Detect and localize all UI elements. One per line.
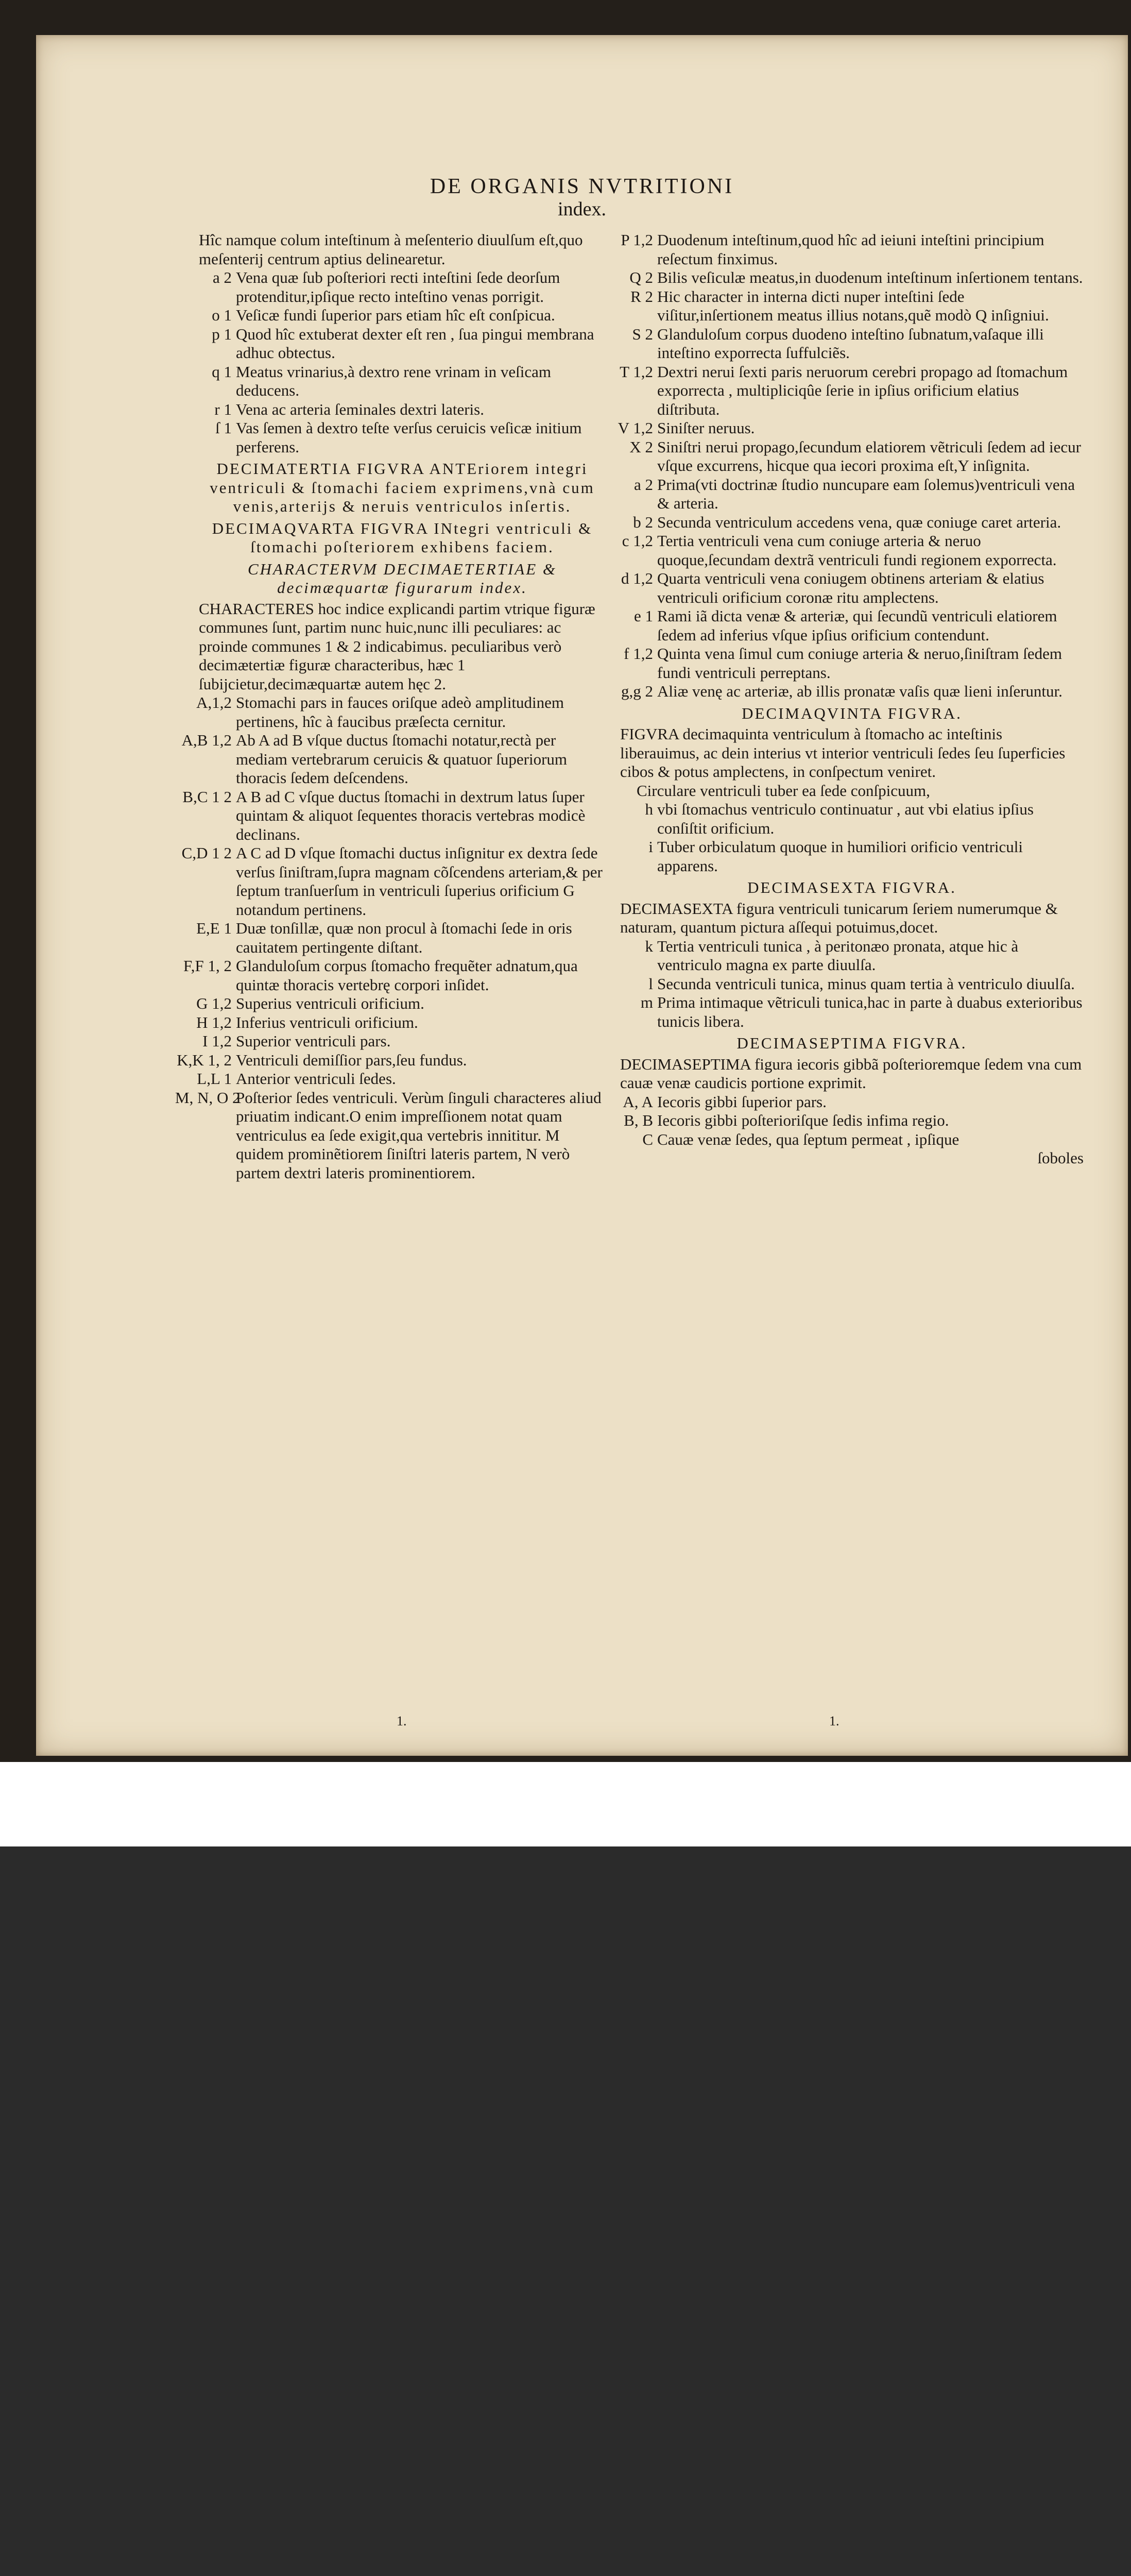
paragraph: Circulare ventriculi tuber ea ſede conſpicuum, bbox=[637, 781, 930, 800]
index-entry bbox=[620, 838, 1084, 875]
section-heading: DECIMASEPTIMA FIGVRA. bbox=[736, 1034, 967, 1052]
entry-text: Tertia ventriculi tunica , à peritonæo pronata, atque hic à ventriculo magna ex parte diuulſa. bbox=[657, 937, 1019, 974]
index-entry bbox=[175, 1088, 606, 1183]
index-entry bbox=[199, 400, 606, 419]
entry-key: ſ 1 bbox=[215, 419, 232, 437]
index-entry bbox=[620, 513, 1084, 532]
index-entry bbox=[620, 1093, 1084, 1112]
entry-key: k bbox=[645, 937, 653, 955]
index-entry bbox=[620, 682, 1084, 701]
entry-key: I 1,2 bbox=[202, 1032, 232, 1050]
book-page bbox=[36, 35, 1128, 1756]
index-entry bbox=[620, 993, 1084, 1031]
page-number-right: 1. bbox=[829, 1714, 839, 1728]
entry-text: Tuber orbiculatum quoque in humiliori orificio ventriculi apparens. bbox=[657, 838, 1023, 875]
italic-heading: CHARACTERVM DECIMAETERTIAE & decimæquartæ figurarum index. bbox=[247, 560, 557, 597]
entry-text: Siniſtri nerui propago,ſecundum elatiorem vẽtriculi ſedem ad iecur vſque excurrens, hicque qua iecori proxima eſt,Y inſignita. bbox=[657, 437, 1081, 474]
entry-text: A C ad D vſque ſtomachi ductus inſignitur ex dextra ſede verſus ſiniſtram,ſupra magnam cõſcendens arteriam,& per ſeptum tranſuerſum in ventriculi ſuperius orificium G notandum pertinens. bbox=[236, 844, 603, 919]
entry-key: A,1,2 bbox=[196, 693, 232, 711]
section-heading: DECIMATERTIA FIGVRA ANTEriorem integri ventriculi & ſtomachi faciem exprimens,vnà cum venis,arterijs & neruis ventriculos inſertis. bbox=[210, 460, 595, 515]
entry-key: E,E 1 bbox=[196, 919, 232, 937]
entry-text: Superius ventriculi orificium. bbox=[236, 994, 424, 1012]
entry-key: g,g 2 bbox=[621, 682, 653, 700]
entry-text: Bilis veſiculæ meatus,in duodenum inteſtinum inſertionem tentans. bbox=[657, 268, 1083, 286]
entry-key: f 1,2 bbox=[624, 645, 653, 663]
index-entry bbox=[620, 975, 1084, 994]
entry-text: Stomachi pars in fauces oriſque adeò amplitudinem pertinens, hîc à faucibus præſecta cernitur. bbox=[236, 693, 564, 731]
entry-text: Anterior ventriculi ſedes. bbox=[236, 1070, 396, 1088]
entry-text: Glanduloſum corpus ſtomacho frequẽter adnatum,qua quintæ thoracis vertebrę corpori inſidet. bbox=[236, 957, 578, 994]
entry-key: K,K 1, 2 bbox=[177, 1050, 232, 1069]
paragraph: CHARACTERES hoc indice explicandi partim vtrique figuræ communes ſunt, partim nunc huic,nunc illi peculiares: ac proinde communes 1 & 2 indicabimus. peculiaribus verò decimætertiæ figuræ characteribus, hæc 1 ſubijcietur,decimæquartæ autem hęc 2. bbox=[199, 599, 595, 693]
index-entry bbox=[620, 287, 1084, 325]
index-entry bbox=[181, 731, 606, 788]
right-column bbox=[620, 231, 1084, 1168]
entry-text: Iecoris gibbi poſterioriſque ſedis infima regio. bbox=[657, 1111, 949, 1129]
index-entry bbox=[620, 532, 1084, 569]
index-entry bbox=[196, 1013, 606, 1032]
paragraph: FIGVRA decimaquinta ventriculum à ſtomacho ac inteſtinis liberauimus, ac dein interius vt interior ventriculi ſedes ſeu ſuperficies cibos & potus amplectens, in conſpectum veniret. bbox=[620, 725, 1066, 781]
entry-text: Inferius ventriculi orificium. bbox=[236, 1013, 418, 1031]
entry-key: p 1 bbox=[212, 325, 232, 343]
entry-text: Duæ tonſillæ, quæ non procul à ſtomachi ſede in oris cauitatem pertingente diſtant. bbox=[236, 919, 572, 956]
entry-key: e 1 bbox=[633, 607, 653, 625]
entry-text: Meatus vrinarius,à dextro rene vrinam in veſicam deducens. bbox=[236, 362, 552, 399]
page-subtitle: index. bbox=[558, 198, 606, 220]
index-entry bbox=[620, 645, 1084, 682]
entry-text: Duodenum inteſtinum,quod hîc ad ieiuni inteſtini principium reſectum finximus. bbox=[657, 231, 1044, 268]
entry-text: Tertia ventriculi vena cum coniuge arteria & neruo quoque,ſecundam dextrã ventriculi fundi regionem exporrecta. bbox=[657, 532, 1057, 569]
paragraph: DECIMASEPTIMA figura iecoris gibbã poſterioremque ſedem vna cum cauæ venæ caudicis portione exprimit. bbox=[620, 1055, 1082, 1092]
index-entry bbox=[620, 569, 1084, 607]
entry-key: V 1,2 bbox=[618, 419, 653, 437]
entry-text: Prima intimaque vẽtriculi tunica,hac in parte à duabus exterioribus tunicis libera. bbox=[657, 993, 1083, 1030]
index-entry bbox=[199, 268, 606, 306]
entry-key: i bbox=[648, 838, 653, 856]
paragraph: Hîc namque colum inteſtinum à meſenterio diuulſum eſt,quo meſenterij centrum aptius delinearetur. bbox=[199, 231, 583, 268]
index-entry bbox=[620, 325, 1084, 363]
index-entry bbox=[620, 268, 1084, 287]
entry-key: L,L 1 bbox=[197, 1070, 232, 1088]
entry-key: c 1,2 bbox=[622, 532, 653, 550]
viewer-footer bbox=[0, 1762, 1131, 1846]
entry-text: vbi ſtomachus ventriculo continuatur , aut vbi elatius ipſius conſiſtit orificium. bbox=[657, 800, 1034, 837]
index-entry bbox=[620, 607, 1084, 645]
entry-text: Siniſter neruus. bbox=[657, 419, 755, 437]
entry-text: Vena ac arteria ſeminales dextri lateris. bbox=[236, 400, 484, 418]
entry-text: Secunda ventriculum accedens vena, quæ coniuge caret arteria. bbox=[657, 513, 1061, 531]
index-entry bbox=[196, 994, 606, 1013]
entry-text: Glanduloſum corpus duodeno inteſtino ſubnatum,vaſaque illi inteſtino exporrecta ſuffulciẽs. bbox=[657, 325, 1044, 362]
index-entry bbox=[620, 438, 1084, 476]
entry-key: a 2 bbox=[212, 268, 232, 286]
entry-text: Vas ſemen à dextro teſte verſus ceruicis veſicæ initium perferens. bbox=[236, 419, 582, 456]
index-entry bbox=[183, 957, 606, 994]
index-entry bbox=[199, 1032, 606, 1051]
index-entry bbox=[182, 787, 606, 844]
entry-key: X 2 bbox=[629, 437, 653, 456]
entry-key: o 1 bbox=[212, 306, 232, 324]
entry-text: Cauæ venæ ſedes, qua ſeptum permeat , ipſique bbox=[657, 1130, 959, 1148]
entry-text: Vena quæ ſub poſteriori recti inteſtini ſede deorſum protenditur,ipſique recto inteſtino venas porrigit. bbox=[236, 268, 560, 306]
entry-text: Superior ventriculi pars. bbox=[236, 1032, 391, 1050]
entry-key: M, N, O 2 bbox=[175, 1088, 241, 1107]
left-column bbox=[175, 231, 606, 1182]
index-entry bbox=[199, 419, 606, 456]
entry-key: C,D 1 2 bbox=[181, 844, 232, 862]
entry-text: Veſicæ fundi ſuperior pars etiam hîc eſt conſpicua. bbox=[236, 306, 555, 324]
entry-text: Ventriculi demiſſior pars,ſeu fundus. bbox=[236, 1050, 467, 1069]
index-entry bbox=[620, 1111, 1084, 1130]
entry-key: A, A bbox=[623, 1092, 653, 1111]
entry-key: b 2 bbox=[633, 513, 653, 531]
index-entry bbox=[620, 937, 1084, 975]
entry-text: Dextri nerui ſexti paris neruorum cerebri propago ad ſtomachum exporrecta , multipliciqûe ſerie in ipſius orificium elatius diſtributa. bbox=[657, 362, 1068, 418]
entry-key: Q 2 bbox=[629, 268, 653, 286]
entry-text: Hic character in interna dicti nuper inteſtini ſede viſitur,inſertionem meatus illius notans,quẽ modò Q inſigniui. bbox=[657, 287, 1049, 324]
paragraph: DECIMASEXTA figura ventriculi tunicarum ſeriem numerumque & naturam, quantum pictura aſſequi potuimus,docet. bbox=[620, 899, 1058, 936]
entry-key: B, B bbox=[624, 1111, 653, 1129]
index-entry bbox=[620, 1130, 1084, 1149]
entry-key: P 1,2 bbox=[621, 231, 653, 249]
page-title: DE ORGANIS NVTRITIONI bbox=[430, 175, 734, 198]
page-number-left: 1. bbox=[397, 1714, 407, 1728]
entry-key: S 2 bbox=[632, 325, 653, 343]
entry-key: G 1,2 bbox=[196, 994, 232, 1012]
entry-text: Secunda ventriculi tunica, minus quam tertia à ventriculo diuulſa. bbox=[657, 974, 1075, 993]
index-entry bbox=[620, 231, 1084, 268]
entry-key: q 1 bbox=[212, 362, 232, 381]
entry-key: R 2 bbox=[630, 287, 653, 306]
index-entry bbox=[181, 844, 606, 919]
entry-text: A B ad C vſque ductus ſtomachi in dextrum latus ſuper quintam & aliquot ſequentes thoracis vertebras modicè declinans. bbox=[236, 787, 586, 843]
entry-text: Poſterior ſedes ventriculi. Verùm ſinguli characteres aliud priuatim indicant.O enim impreſſionem notat quam ventriculus ea ſede exigit,qua vertebris innititur. M quidem prominẽtiorem ſiniſtri lateris partem, N verò partem dextri lateris prominentiorem. bbox=[236, 1088, 602, 1182]
index-entry bbox=[199, 306, 606, 325]
index-entry bbox=[620, 476, 1084, 513]
index-entry bbox=[199, 325, 606, 363]
index-entry bbox=[199, 363, 606, 400]
index-entry bbox=[620, 800, 1084, 838]
index-entry bbox=[620, 419, 1084, 438]
index-entry bbox=[199, 1070, 606, 1089]
entry-key: l bbox=[648, 974, 653, 993]
entry-text: Prima(vti doctrinæ ſtudio nuncupare eam ſolemus)ventriculi vena & arteria. bbox=[657, 475, 1075, 512]
section-heading: DECIMAQVARTA FIGVRA INtegri ventriculi & ſtomachi poſteriorem exhibens faciem. bbox=[212, 519, 593, 556]
entry-key: A,B 1,2 bbox=[181, 731, 232, 749]
entry-key: B,C 1 2 bbox=[182, 787, 232, 806]
section-heading: DECIMAQVINTA FIGVRA. bbox=[742, 704, 962, 722]
entry-key: C bbox=[642, 1130, 653, 1148]
entry-text: Ab A ad B vſque ductus ſtomachi notatur,rectà per mediam vertebrarum ceruicis & quatuor ſuperiorum thoracis ſedem deſcendens. bbox=[236, 731, 568, 787]
entry-key: F,F 1, 2 bbox=[183, 957, 232, 975]
entry-key: T 1,2 bbox=[620, 362, 653, 381]
entry-key: a 2 bbox=[633, 475, 653, 494]
entry-text: Quarta ventriculi vena coniugem obtinens arteriam & elatius ventriculi orificium coronæ ritu amplectens. bbox=[657, 569, 1044, 606]
entry-key: m bbox=[640, 993, 653, 1011]
entry-text: Aliæ venę ac arteriæ, ab illis pronatæ vaſis quæ lieni inſeruntur. bbox=[657, 682, 1063, 700]
entry-key: r 1 bbox=[214, 400, 232, 418]
index-entry bbox=[196, 693, 606, 731]
entry-key: h bbox=[645, 800, 653, 818]
entry-key: d 1,2 bbox=[621, 569, 653, 587]
entry-text: Rami iã dicta venæ & arteriæ, qui ſecundũ ventriculi elatiorem ſedem ad inferius vſque ipſius orificium contendunt. bbox=[657, 607, 1057, 644]
index-entry bbox=[620, 363, 1084, 419]
entry-text: Iecoris gibbi ſuperior pars. bbox=[657, 1092, 827, 1111]
section-heading: DECIMASEXTA FIGVRA. bbox=[747, 878, 956, 896]
catchword: ſoboles bbox=[1037, 1149, 1084, 1167]
index-entry bbox=[196, 919, 606, 957]
entry-text: Quod hîc extuberat dexter eſt ren , ſua pingui membrana adhuc obtectus. bbox=[236, 325, 594, 362]
entry-text: Quinta vena ſimul cum coniuge arteria & neruo,ſiniſtram ſedem fundi ventriculi perreptans. bbox=[657, 645, 1062, 682]
index-entry bbox=[177, 1050, 606, 1070]
entry-key: H 1,2 bbox=[196, 1013, 232, 1031]
